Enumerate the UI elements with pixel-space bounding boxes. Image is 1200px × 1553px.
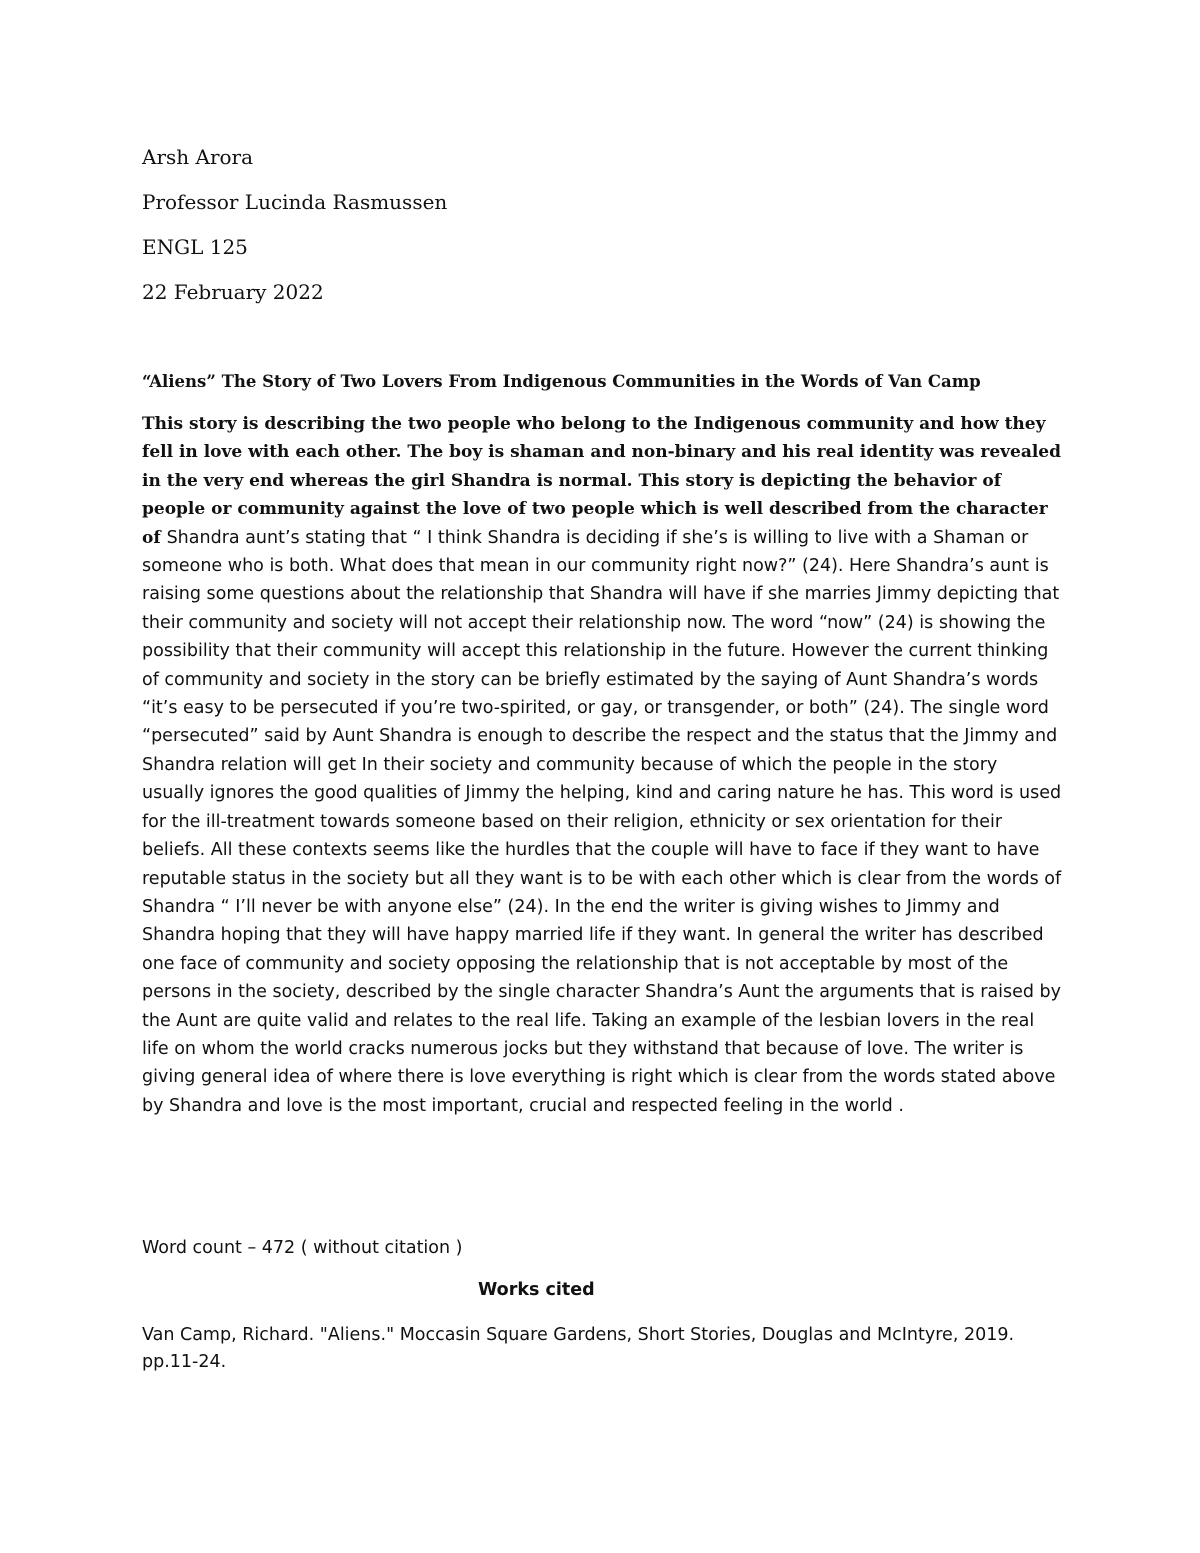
works-cited-heading: Works cited bbox=[478, 1280, 595, 1300]
student-name: Arsh Arora bbox=[142, 145, 254, 169]
professor-name: Professor Lucinda Rasmussen bbox=[142, 190, 448, 214]
works-cited-entry: Van Camp, Richard. "Aliens." Moccasin Square Gardens, Short Stories, Douglas and McIntyre, 2019. pp.11-24. bbox=[142, 1325, 1015, 1373]
essay-body bbox=[142, 410, 1062, 1120]
essay-body-bold: This story is describing the two people who belong to the Indigenous community and how they fell in love with each other. The boy is shaman and non-binary and his real identity was revealed in the very end whereas the girl Shandra is normal. This story is depicting the behavior of people or community against the love of two people which is well described from the character of bbox=[142, 414, 1062, 548]
essay-title: “Aliens” The Story of Two Lovers From Indigenous Communities in the Words of Van Camp bbox=[142, 372, 981, 391]
essay-date: 22 February 2022 bbox=[142, 280, 324, 304]
course-code: ENGL 125 bbox=[142, 235, 248, 259]
essay-body-regular: Shandra aunt’s stating that “ I think Shandra is deciding if she’s is willing to live with a Shaman or someone who is both. What does that mean in our community right now?” (24). Here Shandra’s aunt is raising some questions about the relationship that Shandra will have if she marries Jimmy depicting that their community and society will not accept their relationship now. The word “now” (24) is showing the possibility that their community will accept this relationship in the future. However the current thinking of community and society in the story can be briefly estimated by the saying of Aunt Shandra’s words “it’s easy to be persecuted if you’re two-spirited, or gay, or transgender, or both” (24). The single word “persecuted” said by Aunt Shandra is enough to describe the respect and the status that the Jimmy and Shandra relation will get In their society and community because of which the people in the story usually ignores the good qualities of Jimmy the helping, kind and caring nature he has. This word is used for the ill-treatment towards someone based on their religion, ethnicity or sex orientation for their beliefs. All these contexts seems like the hurdles that the couple will have to face if they want to have reputable status in the society but all they want is to be with each other which is clear from the words of Shandra “ I’ll never be with anyone else” (24). In the end the writer is giving wishes to Jimmy and Shandra hoping that they will have happy married life if they want. In general the writer has described one face of community and society opposing the relationship that is not acceptable by most of the persons in the society, described by the single character Shandra’s Aunt the arguments that is raised by the Aunt are quite valid and relates to the real life. Taking an example of the lesbian lovers in the real life on whom the world cracks numerous jocks but they withstand that because of love. The writer is giving general idea of where there is love everything is right which is clear from the words stated above by Shandra and love is the most important, crucial and respected feeling in the world . bbox=[142, 527, 1062, 1116]
word-count: Word count – 472 ( without citation ) bbox=[142, 1238, 463, 1258]
